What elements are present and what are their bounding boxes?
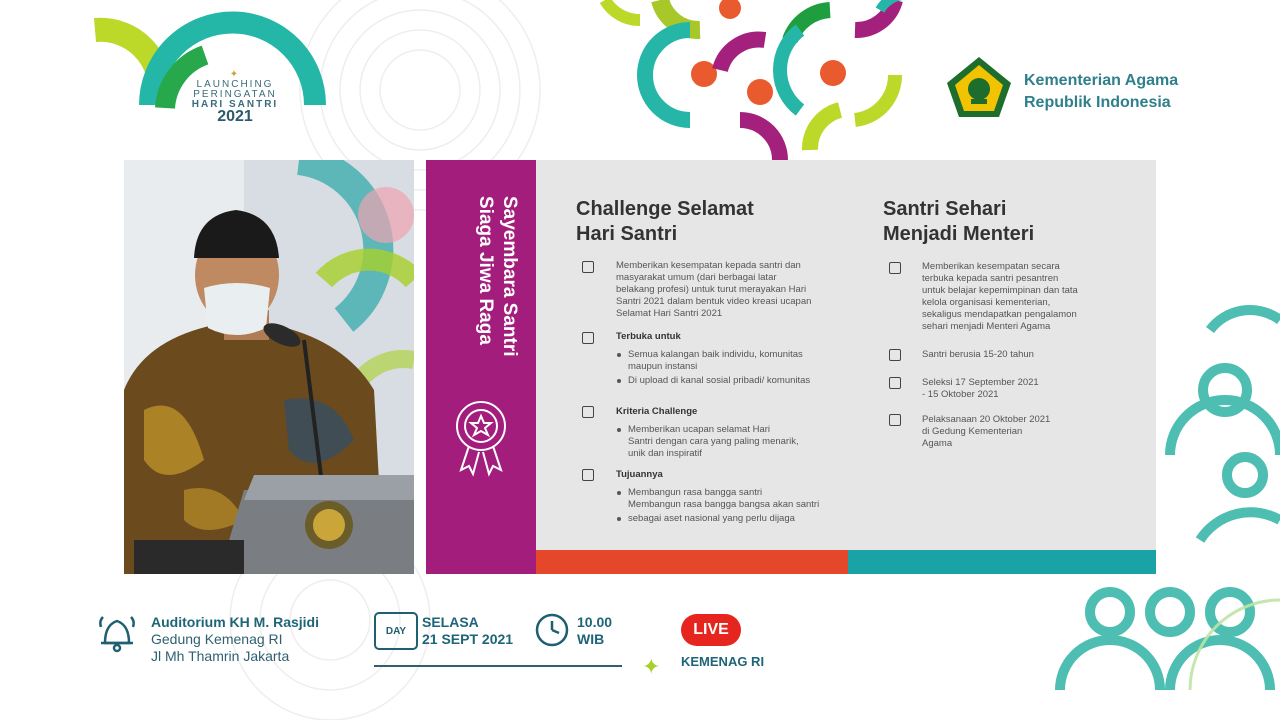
text-line: unik dan inspiratif [628,448,702,459]
date: 21 SEPT 2021 [422,631,514,647]
location-pin-icon [97,613,137,655]
event-line-3: HARI SANTRI [191,99,279,110]
calendar-icon [374,612,418,650]
text-line: Di upload di kanal sosial pribadi/ komunitas [628,375,811,386]
challenge-title [576,197,754,247]
ministry-name [1024,70,1178,114]
side-title-line-1: Sayembara Santri [499,196,520,357]
text-line: Selamat Hari Santri 2021 [616,308,723,319]
challenge-description [616,260,856,320]
checkbox [889,377,901,389]
checkbox [582,332,594,344]
slide-side-panel [426,160,536,574]
open-to-bullet-2 [628,375,868,387]
text-line: - 15 Oktober 2021 [922,389,999,400]
open-to-bullet-1 [628,349,858,373]
timezone: WIB [577,631,605,647]
event-line-2: PERINGATAN [193,89,277,100]
venue-address: Jl Mh Thamrin Jakarta [151,648,290,664]
text-line: belakang profesi) untuk turut merayakan Hari [616,284,807,295]
text-line: Membangun rasa bangga bangsa akan santri [628,499,820,510]
text-line: Seleksi 17 September 2021 [922,377,1039,388]
minister-description [922,261,1122,333]
selection-period [922,377,1122,401]
checkbox [582,469,594,481]
text-line: Memberikan kesempatan kepada santri dan [616,260,801,271]
text-line: terbuka kepada santri pesantren [922,273,1059,284]
checkbox [582,406,594,418]
ministry-line-2: Republik Indonesia [1024,94,1171,111]
minister-title-line-1: Santri Sehari [883,198,1007,220]
checkbox [582,261,594,273]
bullet-icon [617,379,621,383]
text-line: Pelaksanaan 20 Oktober 2021 [922,414,1051,425]
age-requirement [922,349,1122,361]
live-badge[interactable] [681,614,741,646]
ministry-emblem-icon [945,55,1013,119]
text-line: untuk belajar kepemimpinan dan tata [922,285,1078,296]
text-line: di Gedung Kementerian [922,426,1023,437]
event-sparkle-icon: ✦ [229,69,241,80]
footer-divider [374,665,622,667]
badge-icon [453,398,509,478]
time-info [577,614,612,648]
presentation-slide [426,160,1156,574]
date-info [422,614,513,648]
text-line: Memberikan kesempatan secara [922,261,1060,272]
checkbox [889,414,901,426]
venue-info [151,614,319,665]
purpose-heading: Tujuannya [616,469,663,480]
checkbox [889,262,901,274]
text-line: Santri berusia 15-20 tahun [922,349,1034,360]
clock-icon [534,612,570,648]
speaker-illustration [124,160,414,574]
bullet-icon [617,491,621,495]
slide-footer-bar-teal [848,550,1156,574]
venue-building: Gedung Kemenag RI [151,631,283,647]
bullet-icon [617,428,621,432]
text-line: sekaligus mendapatkan pengalamon [922,309,1077,320]
time: 10.00 [577,614,613,630]
text-line: maupun instansi [628,361,698,372]
text-line: Membangun rasa bangga santri [628,487,763,498]
text-line: Agama [922,438,953,449]
purpose-bullet-2 [628,513,868,525]
bullet-icon [617,353,621,357]
bullet-icon [617,517,621,521]
challenge-title-line-1: Challenge Selamat [576,198,754,220]
event-line-1: LAUNCHING [196,79,274,90]
text-line: Santri 2021 dalam bentuk video kreasi ucapan [616,296,812,307]
challenge-title-line-2: Hari Santri [576,223,678,245]
checkbox [889,349,901,361]
calendar-day-label: DAY [385,626,407,637]
text-line: Memberikan ucapan selamat Hari [628,424,771,435]
implementation-date [922,414,1122,450]
purpose-bullet-1 [628,487,868,511]
live-label: LIVE [693,621,729,638]
criteria-bullet [628,424,858,460]
speaker-video [124,160,414,574]
venue-name: Auditorium KH M. Rasjidi [151,614,319,630]
event-year: 2021 [217,108,253,125]
text-line: sehari menjadi Menteri Agama [922,321,1051,332]
event-logo [190,69,280,125]
open-to-heading: Terbuka untuk [616,331,681,342]
minister-title [883,197,1034,247]
text-line: sebagai aset nasional yang perlu dijaga [628,513,795,524]
sparkle-icon: ✦ [642,654,661,679]
text-line: kelola organisasi kementerian, [922,297,1051,308]
text-line: Semua kalangan baik individu, komunitas [628,349,803,360]
criteria-heading: Kriteria Challenge [616,406,698,417]
channel-name: KEMENAG RI [681,654,765,669]
text-line: masyarakat umum (dari berbagai latar [616,272,777,283]
side-title-line-2: Siaga Jiwa Raga [475,196,496,345]
slide-footer-bar-red [536,550,848,574]
side-title [456,196,536,416]
text-line: Santri dengan cara yang paling menarik, [628,436,799,447]
day-name: SELASA [422,614,479,630]
ministry-line-1: Kementerian Agama [1024,72,1179,89]
minister-title-line-2: Menjadi Menteri [883,223,1035,245]
